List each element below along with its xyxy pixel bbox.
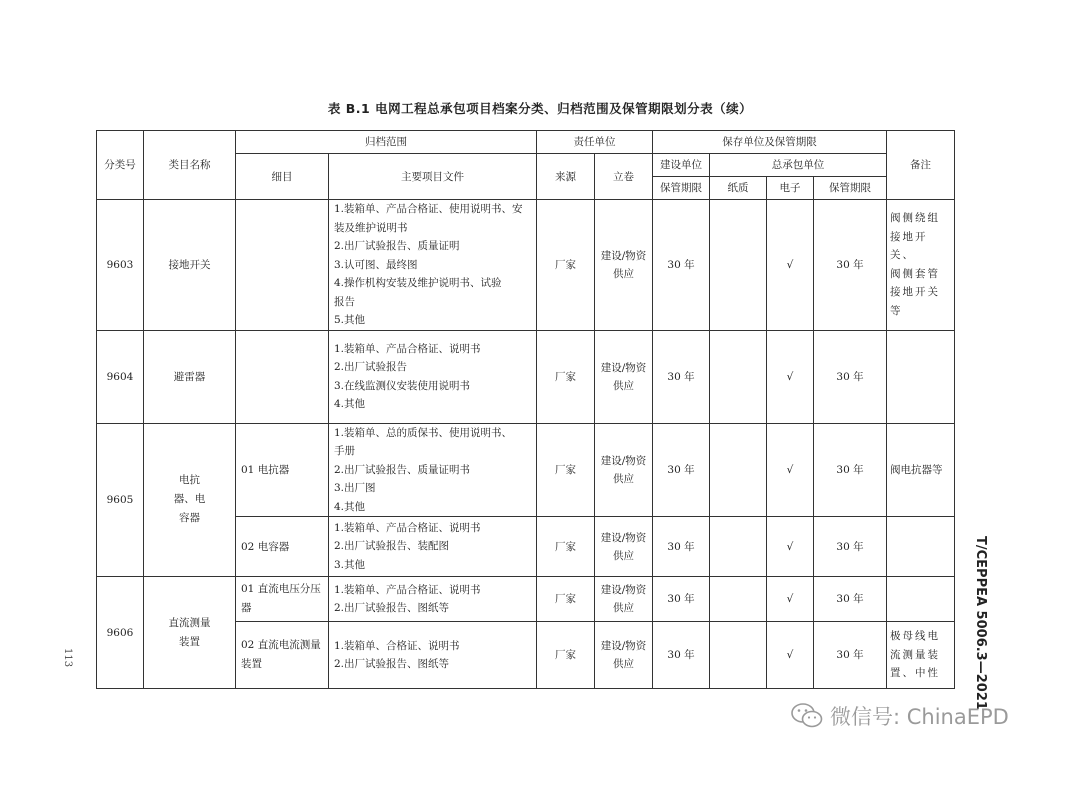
filing: 建设/物资供应	[595, 200, 653, 331]
electronic: √	[767, 517, 814, 577]
class-name: 避雷器	[144, 330, 236, 423]
remark-line: 接地开关、	[890, 230, 928, 262]
builder-period: 30 年	[653, 577, 710, 622]
class-name	[144, 577, 236, 689]
builder-period: 30 年	[653, 622, 710, 689]
electronic: √	[767, 330, 814, 423]
header-electronic: 电子	[767, 177, 814, 200]
file-line: 2.出厂试验报告、装配图	[334, 540, 450, 553]
source: 厂家	[537, 577, 595, 622]
header-builder-period: 保管期限	[653, 177, 710, 200]
subitem: 01 直流电压分压器	[236, 577, 329, 622]
header-responsible: 责任单位	[537, 131, 653, 154]
remark-line: 极母线电	[890, 630, 940, 643]
table-row	[97, 423, 955, 517]
header-retention: 保存单位及保管期限	[653, 131, 887, 154]
class-no: 9603	[97, 200, 144, 331]
subitem: 02 电容器	[236, 517, 329, 577]
source: 厂家	[537, 517, 595, 577]
main-files	[329, 622, 537, 689]
page-number: 113	[62, 648, 73, 668]
header-subitem: 细目	[236, 154, 329, 200]
filing: 建设/物资供应	[595, 517, 653, 577]
table-row	[97, 577, 955, 622]
file-line: 手册	[334, 445, 355, 457]
header-archive-scope: 归档范围	[236, 131, 537, 154]
file-line: 2.出厂试验报告、质量证明	[334, 240, 460, 252]
paper	[710, 423, 767, 517]
subitem: 01 电抗器	[236, 423, 329, 517]
builder-period: 30 年	[653, 200, 710, 331]
file-line: 3.认可图、最终图	[334, 258, 418, 271]
watermark-text: 微信号: ChinaEPD	[830, 705, 1009, 729]
class-no: 9604	[97, 330, 144, 423]
header-filing: 立卷	[595, 154, 653, 200]
file-line: 4.操作机构安装及维护说明书、试验	[334, 277, 502, 289]
subitem	[236, 330, 329, 423]
wechat-icon	[790, 702, 824, 730]
contractor-period: 30 年	[814, 423, 887, 517]
watermark	[790, 701, 1009, 731]
file-line: 1.装箱单、产品合格证、说明书	[334, 342, 481, 355]
subitem: 02 直流电流测量装置	[236, 622, 329, 689]
file-line: 3.其他	[334, 558, 366, 571]
source: 厂家	[537, 622, 595, 689]
header-builder: 建设单位	[653, 154, 710, 177]
filing: 建设/物资供应	[595, 330, 653, 423]
file-line: 1.装箱单、产品合格证、说明书	[334, 521, 481, 534]
builder-period: 30 年	[653, 423, 710, 517]
filing: 建设/物资供应	[595, 577, 653, 622]
main-files	[329, 577, 537, 622]
electronic: √	[767, 423, 814, 517]
file-line: 4.其他	[334, 398, 366, 410]
builder-period: 30 年	[653, 517, 710, 577]
header-class-name: 类目名称	[144, 131, 236, 200]
source: 厂家	[537, 423, 595, 517]
remark-line: 阀侧套管	[890, 267, 940, 280]
remark-line: 流测量装	[890, 648, 940, 661]
main-files	[329, 330, 537, 423]
table-row	[97, 330, 955, 423]
remark-line: 接地开关等	[890, 286, 940, 317]
subitem	[236, 200, 329, 331]
electronic: √	[767, 577, 814, 622]
class-no: 9606	[97, 577, 144, 689]
main-files	[329, 517, 537, 577]
electronic: √	[767, 200, 814, 331]
file-line: 2.出厂试验报告、质量证明书	[334, 463, 471, 476]
header-contractor: 总承包单位	[710, 154, 887, 177]
table-row	[97, 200, 955, 331]
remark	[887, 622, 955, 689]
header-paper: 纸质	[710, 177, 767, 200]
header-class-no: 分类号	[97, 131, 144, 200]
main-files	[329, 200, 537, 331]
class-name	[144, 423, 236, 577]
contractor-period: 30 年	[814, 200, 887, 331]
remark-line: 置、中性	[890, 667, 940, 680]
archive-table	[96, 130, 955, 689]
contractor-period: 30 年	[814, 330, 887, 423]
file-line: 1.装箱单、产品合格证、说明书	[334, 583, 481, 596]
contractor-period: 30 年	[814, 577, 887, 622]
file-line: 2.出厂试验报告、图纸等	[334, 658, 450, 670]
class-name-text: 电抗器、电容器	[173, 474, 206, 525]
remark	[887, 517, 955, 577]
electronic: √	[767, 622, 814, 689]
file-line: 3.在线监测仪安装使用说明书	[334, 379, 471, 392]
paper	[710, 517, 767, 577]
paper	[710, 577, 767, 622]
source: 厂家	[537, 330, 595, 423]
builder-period: 30 年	[653, 330, 710, 423]
paper	[710, 200, 767, 331]
class-name: 接地开关	[144, 200, 236, 331]
remark-line: 阀侧绕组	[890, 212, 940, 225]
file-line: 5.其他	[334, 314, 366, 326]
file-line: 装及维护说明书	[334, 221, 408, 234]
remark	[887, 330, 955, 423]
contractor-period: 30 年	[814, 622, 887, 689]
remark	[887, 200, 955, 331]
table-title: 表 B.1 电网工程总承包项目档案分类、归档范围及保管期限划分表（续）	[327, 101, 753, 116]
filing: 建设/物资供应	[595, 423, 653, 517]
class-no: 9605	[97, 423, 144, 577]
standard-number: T/CEPPEA 5006.3—2021	[973, 536, 988, 710]
paper	[710, 330, 767, 423]
main-files	[329, 423, 537, 517]
paper	[710, 622, 767, 689]
header-source: 来源	[537, 154, 595, 200]
file-line: 3.出厂图	[334, 482, 376, 494]
source: 厂家	[537, 200, 595, 331]
file-line: 2.出厂试验报告、图纸等	[334, 602, 450, 614]
contractor-period: 30 年	[814, 517, 887, 577]
remark	[887, 423, 955, 517]
remark	[887, 577, 955, 622]
remark-line: 阀电抗器等	[890, 463, 943, 476]
file-line: 2.出厂试验报告	[334, 361, 408, 373]
header-contractor-period: 保管期限	[814, 177, 887, 200]
file-line: 4.其他	[334, 500, 366, 513]
file-line: 1.装箱单、产品合格证、使用说明书、安	[334, 203, 523, 215]
header-main-files: 主要项目文件	[329, 154, 537, 200]
header-remark: 备注	[887, 131, 955, 200]
class-name-text: 直流测量装置	[168, 616, 211, 648]
file-line: 报告	[334, 295, 355, 308]
file-line: 1.装箱单、合格证、说明书	[334, 639, 460, 652]
filing: 建设/物资供应	[595, 622, 653, 689]
file-line: 1.装箱单、总的质保书、使用说明书、	[334, 426, 513, 439]
